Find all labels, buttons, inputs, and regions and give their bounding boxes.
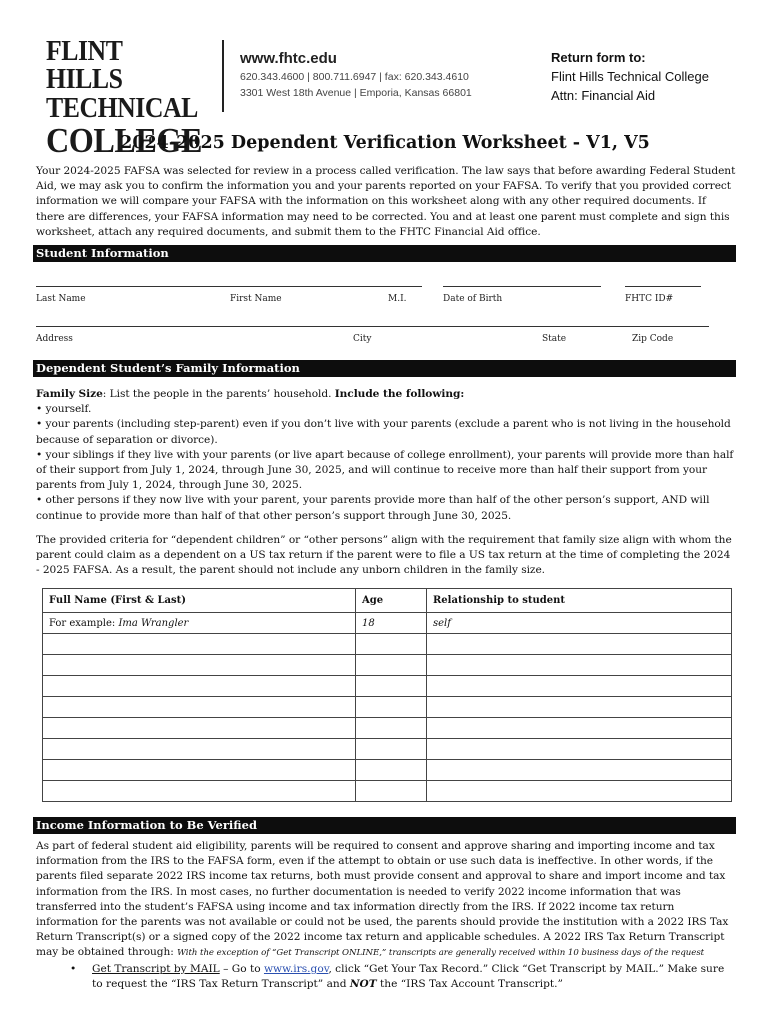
family-size-intro [36,387,736,402]
last-name-label: Last Name [36,294,86,304]
table-row[interactable] [43,718,732,739]
family-info-header: Dependent Student’s Family Information [33,360,736,377]
family-bullet-1: • yourself. [36,403,92,416]
name-cell[interactable] [43,655,356,676]
website-link[interactable]: www.fhtc.edu [240,50,337,67]
return-line-2: Attn: Financial Aid [551,88,656,103]
fhtc-id-field-line[interactable] [625,286,701,287]
age-cell[interactable] [356,634,427,655]
bullet-text-3: the “IRS Tax Account Transcript.” [376,978,563,991]
first-name-label: First Name [230,294,282,304]
fhtc-id-label: FHTC ID# [625,294,674,304]
name-cell[interactable] [43,697,356,718]
name-cell[interactable] [43,676,356,697]
col-relationship: Relationship to student [427,589,732,613]
age-cell[interactable] [356,760,427,781]
table-row[interactable] [43,760,732,781]
table-row[interactable] [43,739,732,760]
relationship-cell[interactable] [427,739,732,760]
example-name: Ima Wrangler [118,617,189,629]
example-name-cell [43,613,356,634]
age-cell[interactable] [356,781,427,802]
name-cell[interactable] [43,739,356,760]
get-transcript-mail-link[interactable]: Get Transcript by MAIL [92,963,220,975]
example-prefix: For example: [49,617,119,629]
relationship-cell[interactable] [427,760,732,781]
dob-field-line[interactable] [443,286,601,287]
family-bullet-3: • your siblings if they live with your parents (or live apart because of college enrollment), your parents will provide more than half of their support from July 1, 2024, through June 30, 2025, and will continue to receive more than half their support from your parents from July 1, 2024, through June 30, 2025. [36,448,734,492]
transcript-timing-note: With the exception of “Get Transcript ONLINE,” transcripts are generally received within 10 business days of the request [177,948,705,959]
state-label: State [542,334,567,344]
student-info-header: Student Information [33,245,736,262]
table-row[interactable] [43,634,732,655]
relationship-cell[interactable] [427,718,732,739]
header-divider [222,40,224,112]
age-cell[interactable] [356,718,427,739]
address-label: Address [36,334,73,344]
address-field-line[interactable] [36,326,709,327]
page-title: 2024-2025 Dependent Verification Worksheet - V1, V5 [120,133,650,153]
family-size-text: : List the people in the parents’ household. [102,388,335,400]
name-field-line[interactable] [36,286,422,287]
family-members-table [42,588,732,802]
return-heading: Return form to: [551,50,646,65]
family-size-instructions [36,387,736,578]
name-cell[interactable] [43,634,356,655]
bullet-text-1: – Go to [219,963,264,975]
age-cell[interactable] [356,739,427,760]
criteria-paragraph: The provided criteria for “dependent children” or “other persons” align with the requirement that family size align with whom the parent could claim as a dependent on a US tax return if the parent were to file a US tax return at the time of completing the 2024 - 2025 FAFSA. As a result, the parent should not include any unborn children in the family size. [36,533,732,577]
example-relationship: self [427,613,732,634]
city-label: City [353,334,372,344]
dob-label: Date of Birth [443,294,503,304]
zip-label: Zip Code [632,334,674,344]
relationship-cell[interactable] [427,655,732,676]
col-full-name: Full Name (First & Last) [43,589,356,613]
return-line-1: Flint Hills Technical College [551,69,709,84]
name-cell[interactable] [43,760,356,781]
mi-label: M.I. [388,294,407,304]
relationship-cell[interactable] [427,697,732,718]
example-age: 18 [356,613,427,634]
phone-numbers: 620.343.4600 | 800.711.6947 | fax: 620.343.4610 [240,71,469,83]
table-row[interactable] [43,676,732,697]
table-row[interactable] [43,655,732,676]
bullet-dot: • [70,963,77,975]
logo-line-1: FLINT HILLS [46,36,123,95]
contact-block [240,50,472,99]
example-row [43,613,732,634]
include-following: Include the following: [334,388,465,400]
bullet-text-2: , click “Get Your Tax Record.” Click “Get Transcript by MAIL.” Make sure to request the “IRS Tax Return Transcript” and [92,963,725,991]
table-row[interactable] [43,697,732,718]
logo-line-2: TECHNICAL [46,93,198,124]
age-cell[interactable] [356,676,427,697]
name-cell[interactable] [43,781,356,802]
transcript-mail-text [92,962,732,992]
age-cell[interactable] [356,697,427,718]
income-info-header: Income Information to Be Verified [33,817,736,834]
income-text: As part of federal student aid eligibility, parents will be required to consent and approve sharing and importing income and tax information from the IRS to the FAFSA form, even if the attempt to obtain or use such data is ineffective. In other words, if the parents filed separate 2022 IRS income tax returns, both must provide consent and approval to share and import income and tax information from the IRS. In most cases, no further documentation is needed to verify 2022 income information that was transferred into the student’s FAFSA using income and tax information directly from the IRS. If 2022 income tax return information for the parents was not available or could not be used, the parents should provide the institution with a 2022 IRS Tax Return Transcript(s) or a signed copy of the 2022 income tax return and applicable schedules. A 2022 IRS Tax Return Transcript may be obtained through: [36,840,729,959]
relationship-cell[interactable] [427,676,732,697]
name-cell[interactable] [43,718,356,739]
family-size-label: Family Size [36,388,103,400]
irs-gov-link[interactable]: www.irs.gov [263,963,329,975]
intro-paragraph: Your 2024-2025 FAFSA was selected for review in a process called verification. The law says that before awarding Federal Student Aid, we may ask you to confirm the information you and your parents reported on your FAFSA. To verify that you provided correct information we will compare your FAFSA with the information on this worksheet along with any other required documents. If there are differences, your FAFSA information may need to be corrected. You and at least one parent must complete and sign this worksheet, attach any required documents, and submit them to the FHTC Financial Aid office. [36,165,736,238]
col-age: Age [356,589,427,613]
not-emphasis: NOT [349,978,377,991]
logo-line-3: COLLEGE [46,121,203,160]
family-bullet-2: • your parents (including step-parent) even if you don’t live with your parents (exclude a parent who is not living in the household because of separation or divorce). [36,418,731,446]
relationship-cell[interactable] [427,781,732,802]
age-cell[interactable] [356,655,427,676]
relationship-cell[interactable] [427,634,732,655]
income-paragraph [36,839,738,962]
family-bullet-4: • other persons if they now live with your parent, your parents provide more than half of the other person’s support, AND will continue to provide more than half of that other person’s support through June 30, 2025. [36,494,710,522]
return-address [551,48,709,105]
table-header-row [43,589,732,613]
table-row[interactable] [43,781,732,802]
street-address: 3301 West 18th Avenue | Emporia, Kansas 66801 [240,87,472,99]
